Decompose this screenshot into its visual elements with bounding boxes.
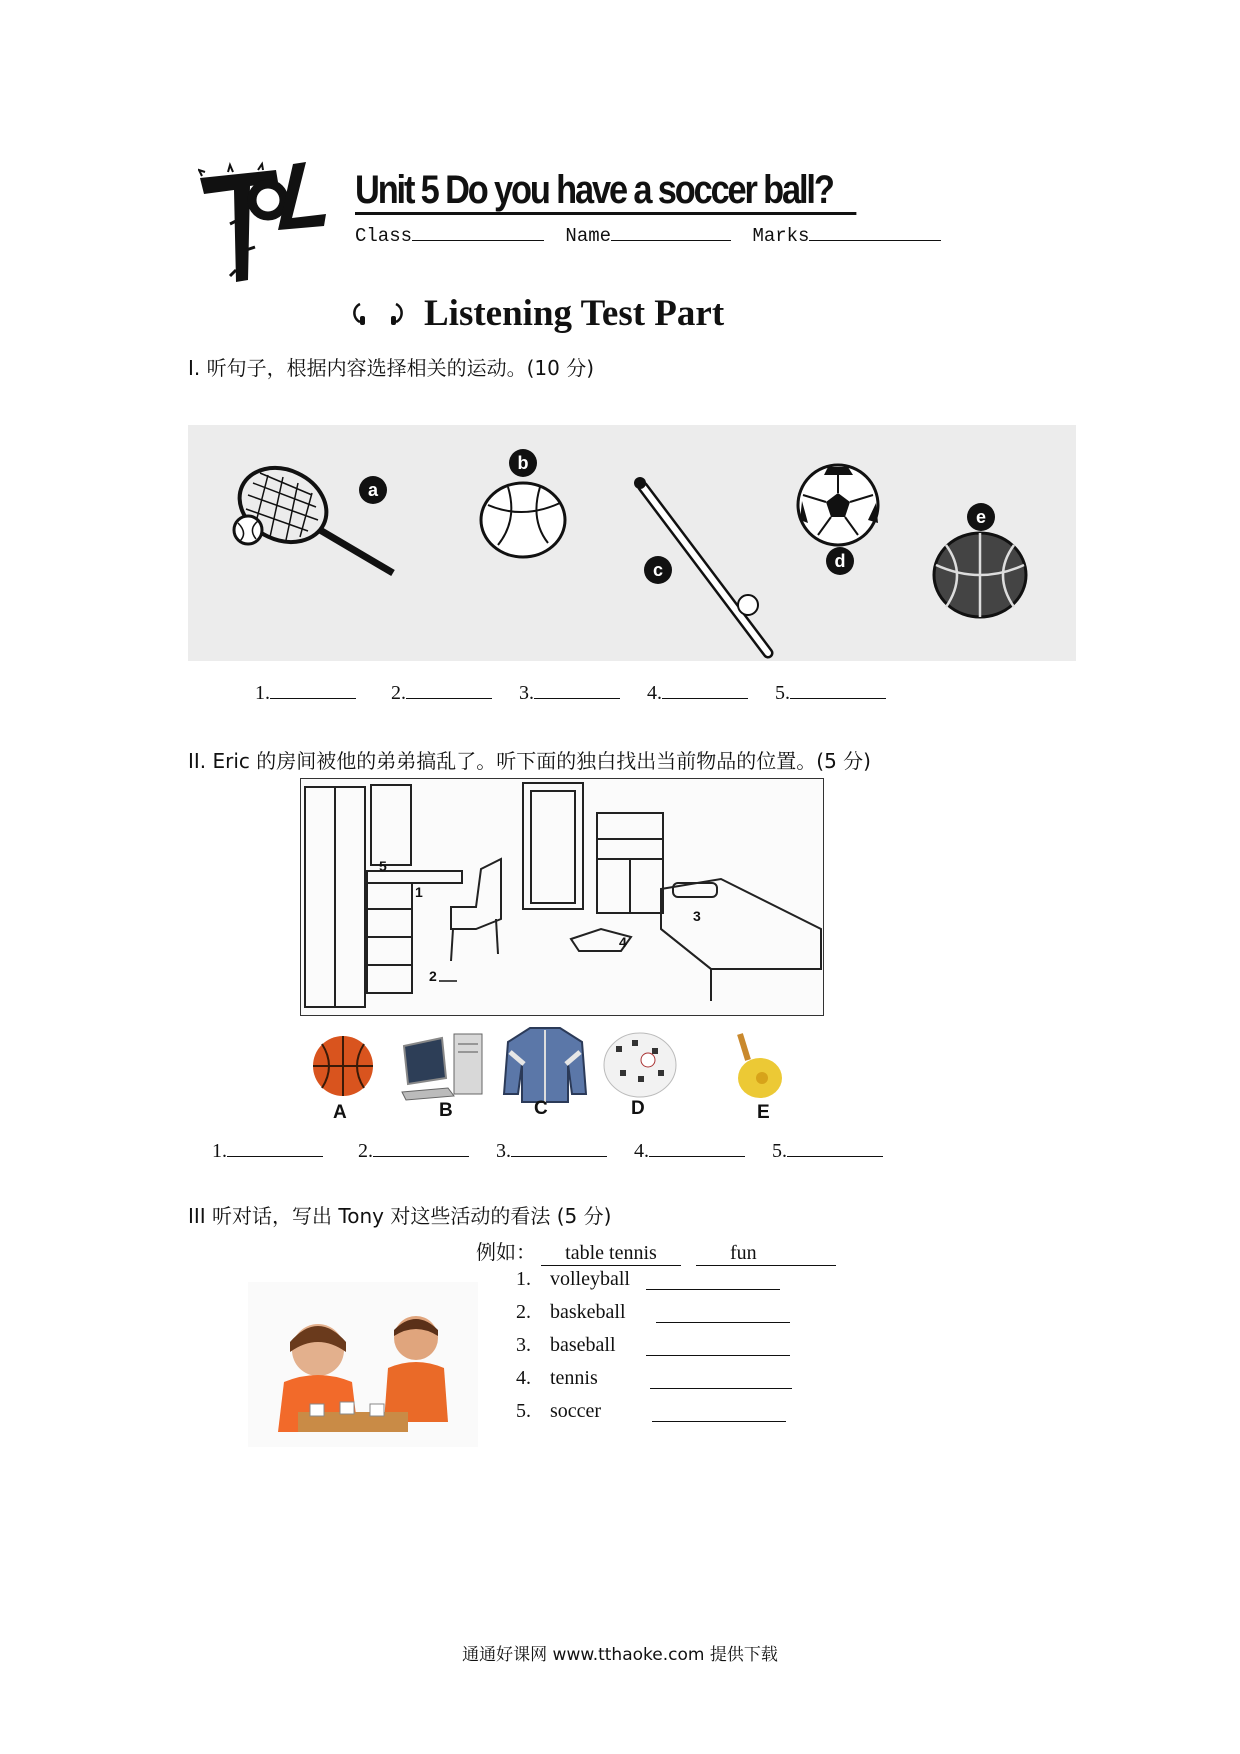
activity-number: 2. [516, 1301, 531, 1323]
class-blank[interactable] [412, 224, 544, 241]
example-answer: fun [696, 1242, 836, 1266]
answer-number: 1. [212, 1140, 227, 1162]
marks-label: Marks [752, 225, 810, 247]
example-row [476, 1236, 836, 1266]
name-label: Name [565, 225, 612, 247]
object-label-a: A [333, 1102, 347, 1123]
object-label-b: B [439, 1100, 453, 1121]
tennis-racket-icon [227, 454, 393, 573]
sport-label-c: c [652, 560, 664, 580]
answer-number: 1. [255, 682, 270, 704]
activity-number: 5. [516, 1400, 531, 1422]
basketball-icon [308, 1030, 378, 1102]
room-number-1: 1 [415, 884, 423, 900]
answer-blank[interactable] [662, 680, 748, 699]
section2-instruction: II. Eric 的房间被他的弟弟搞乱了。听下面的独白找出当前物品的位置。(5 分) [188, 749, 871, 773]
activity-name: soccer [550, 1400, 602, 1422]
sport-label-a: a [367, 480, 379, 500]
section1-answer-row [255, 680, 886, 705]
opinion-blank[interactable] [656, 1321, 790, 1323]
answer-number: 5. [772, 1140, 787, 1162]
answer-number: 2. [391, 682, 406, 704]
sport-label-e: e [975, 507, 987, 527]
volleyball-icon [481, 483, 565, 557]
answer-blank[interactable] [534, 680, 620, 699]
room-number-2: 2 [429, 968, 437, 984]
opinion-blank[interactable] [646, 1354, 790, 1356]
answer-number: 3. [519, 682, 534, 704]
activity-name: volleyball [550, 1268, 630, 1290]
activity-row-4 [516, 1367, 598, 1390]
room-number-3: 3 [693, 908, 701, 924]
activity-number: 4. [516, 1367, 531, 1389]
room-number-4: 4 [619, 934, 627, 950]
activity-number: 1. [516, 1268, 531, 1290]
computer-icon [398, 1030, 490, 1102]
part-title: Listening Test Part [424, 293, 725, 334]
ping-pong-paddle-icon [726, 1028, 788, 1102]
answer-blank[interactable] [270, 680, 356, 699]
headphone-icon [352, 296, 404, 332]
answer-blank[interactable] [787, 1138, 883, 1157]
opinion-blank[interactable] [652, 1420, 786, 1422]
sport-label-b: b [517, 453, 529, 473]
basketball-icon [934, 533, 1026, 617]
object-label-e: E [757, 1102, 770, 1123]
example-label: 例如： [476, 1242, 536, 1264]
worksheet-title: Unit 5 Do you have a soccer ball? [355, 168, 857, 215]
section1-instruction: I. 听句子，根据内容选择相关的运动。(10 分) [188, 356, 595, 380]
answer-number: 4. [647, 682, 662, 704]
student-info-row [355, 224, 951, 247]
tol-logo [198, 160, 333, 285]
answer-blank[interactable] [406, 680, 492, 699]
activity-name: baseball [550, 1334, 616, 1356]
opinion-blank[interactable] [650, 1387, 792, 1389]
sport-label-d: d [834, 551, 846, 571]
jacket-icon [502, 1024, 588, 1104]
activity-row-5 [516, 1400, 601, 1423]
room-picture [300, 778, 824, 1016]
soccer-ball-icon [798, 465, 878, 545]
section2-answer-row [212, 1138, 883, 1163]
opinion-blank[interactable] [646, 1288, 780, 1290]
example-activity: table tennis [541, 1242, 681, 1266]
answer-number: 5. [775, 682, 790, 704]
activity-name: tennis [550, 1367, 598, 1389]
object-label-c: C [534, 1098, 548, 1119]
section3-instruction: III 听对话，写出 Tony 对这些活动的看法 (5 分) [188, 1204, 612, 1228]
room-number-5: 5 [379, 858, 387, 874]
answer-blank[interactable] [227, 1138, 323, 1157]
children-photo [248, 1282, 478, 1447]
marks-blank[interactable] [809, 224, 941, 241]
activity-number: 3. [516, 1334, 531, 1356]
answer-number: 2. [358, 1140, 373, 1162]
activity-name: baskeball [550, 1301, 626, 1323]
answer-number: 3. [496, 1140, 511, 1162]
answer-number: 4. [634, 1140, 649, 1162]
answer-blank[interactable] [649, 1138, 745, 1157]
answer-blank[interactable] [790, 680, 886, 699]
activity-row-2 [516, 1301, 626, 1324]
activity-row-1 [516, 1268, 630, 1291]
class-label: Class [355, 225, 413, 247]
answer-blank[interactable] [373, 1138, 469, 1157]
footer-text: 通通好课网 www.tthaoke.com 提供下载 [462, 1645, 778, 1665]
object-label-d: D [631, 1098, 645, 1119]
sports-picture [188, 425, 1076, 661]
answer-blank[interactable] [511, 1138, 607, 1157]
activity-row-3 [516, 1334, 616, 1357]
soccer-ball-icon [602, 1030, 678, 1100]
name-blank[interactable] [611, 224, 731, 241]
